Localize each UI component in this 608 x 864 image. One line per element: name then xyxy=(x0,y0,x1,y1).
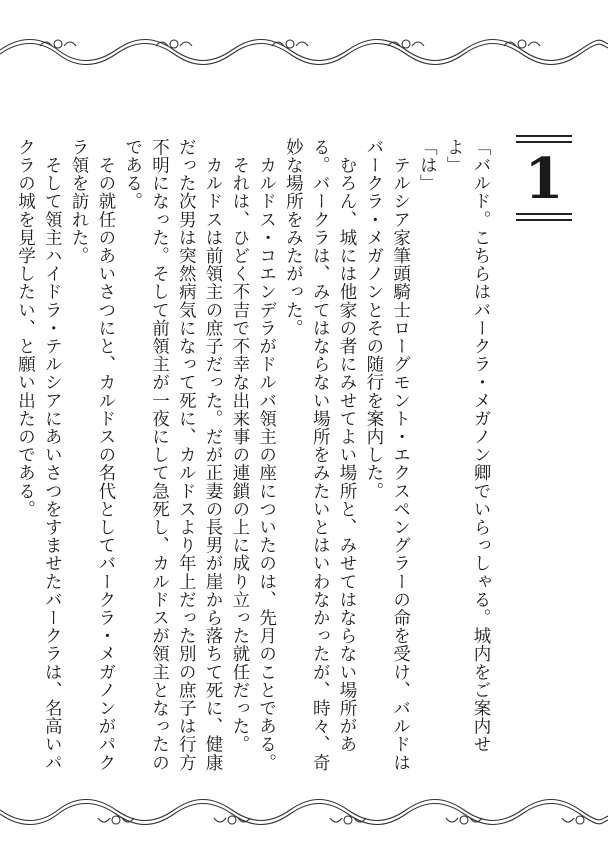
bottom-ornament-border xyxy=(0,792,608,842)
top-ornament-border xyxy=(0,22,608,72)
chapter-heading xyxy=(506,135,582,225)
paragraph: 「バルド。こちらはバークラ・メガノン卿でいらっしゃる。城内をご案内せよ」 xyxy=(444,138,491,754)
paragraph: むろん、城には他家の者にみせてよい場所と、みせてはならない場所がある。バークラは、みてはならない場所をみたいとはいわなかったが、時々、奇妙な場所をみたがった。 xyxy=(283,138,358,772)
paragraph: カルドスは前領主の庶子だった。だが正妻の長男が崖から落ちて死に、健康だった次男は突然病気になって死に、カルドスより年上だった別の庶子は行方不明になった。そして前領主が一夜にして急死し、カルドスが領主となったのである。 xyxy=(122,138,224,772)
vertical-body-text xyxy=(15,138,494,778)
flourish-icon xyxy=(0,792,608,842)
chapter-rule xyxy=(516,219,572,221)
chapter-rule xyxy=(516,213,572,215)
paragraph: その就任のあいさつにと、カルドスの名代としてバークラ・メガノンがパクラ領を訪れた。 xyxy=(69,138,116,772)
chapter-rule xyxy=(516,135,572,137)
paragraph: カルドス・コエンデラがドルバ領主の座についたのは、先月のことである。 xyxy=(256,138,277,772)
chapter-number: 1 xyxy=(524,146,564,212)
flourish-icon xyxy=(0,22,608,72)
paragraph: そして領主ハイドラ・テルシアにあいさつをすませたバークラは、名高いパクラの城を見学したい、と願い出たのである。 xyxy=(15,138,63,772)
chapter-rule xyxy=(516,141,572,143)
paragraph: テルシア家筆頭騎士ローグモント・エクスペングラーの命を受け、バルドはバークラ・メガノンとその随行を案内した。 xyxy=(363,138,411,772)
paragraph: それは、ひどく不吉で不幸な出来事の連鎖の上に成り立った就任だった。 xyxy=(229,138,250,754)
paragraph: 「は」 xyxy=(417,138,438,193)
